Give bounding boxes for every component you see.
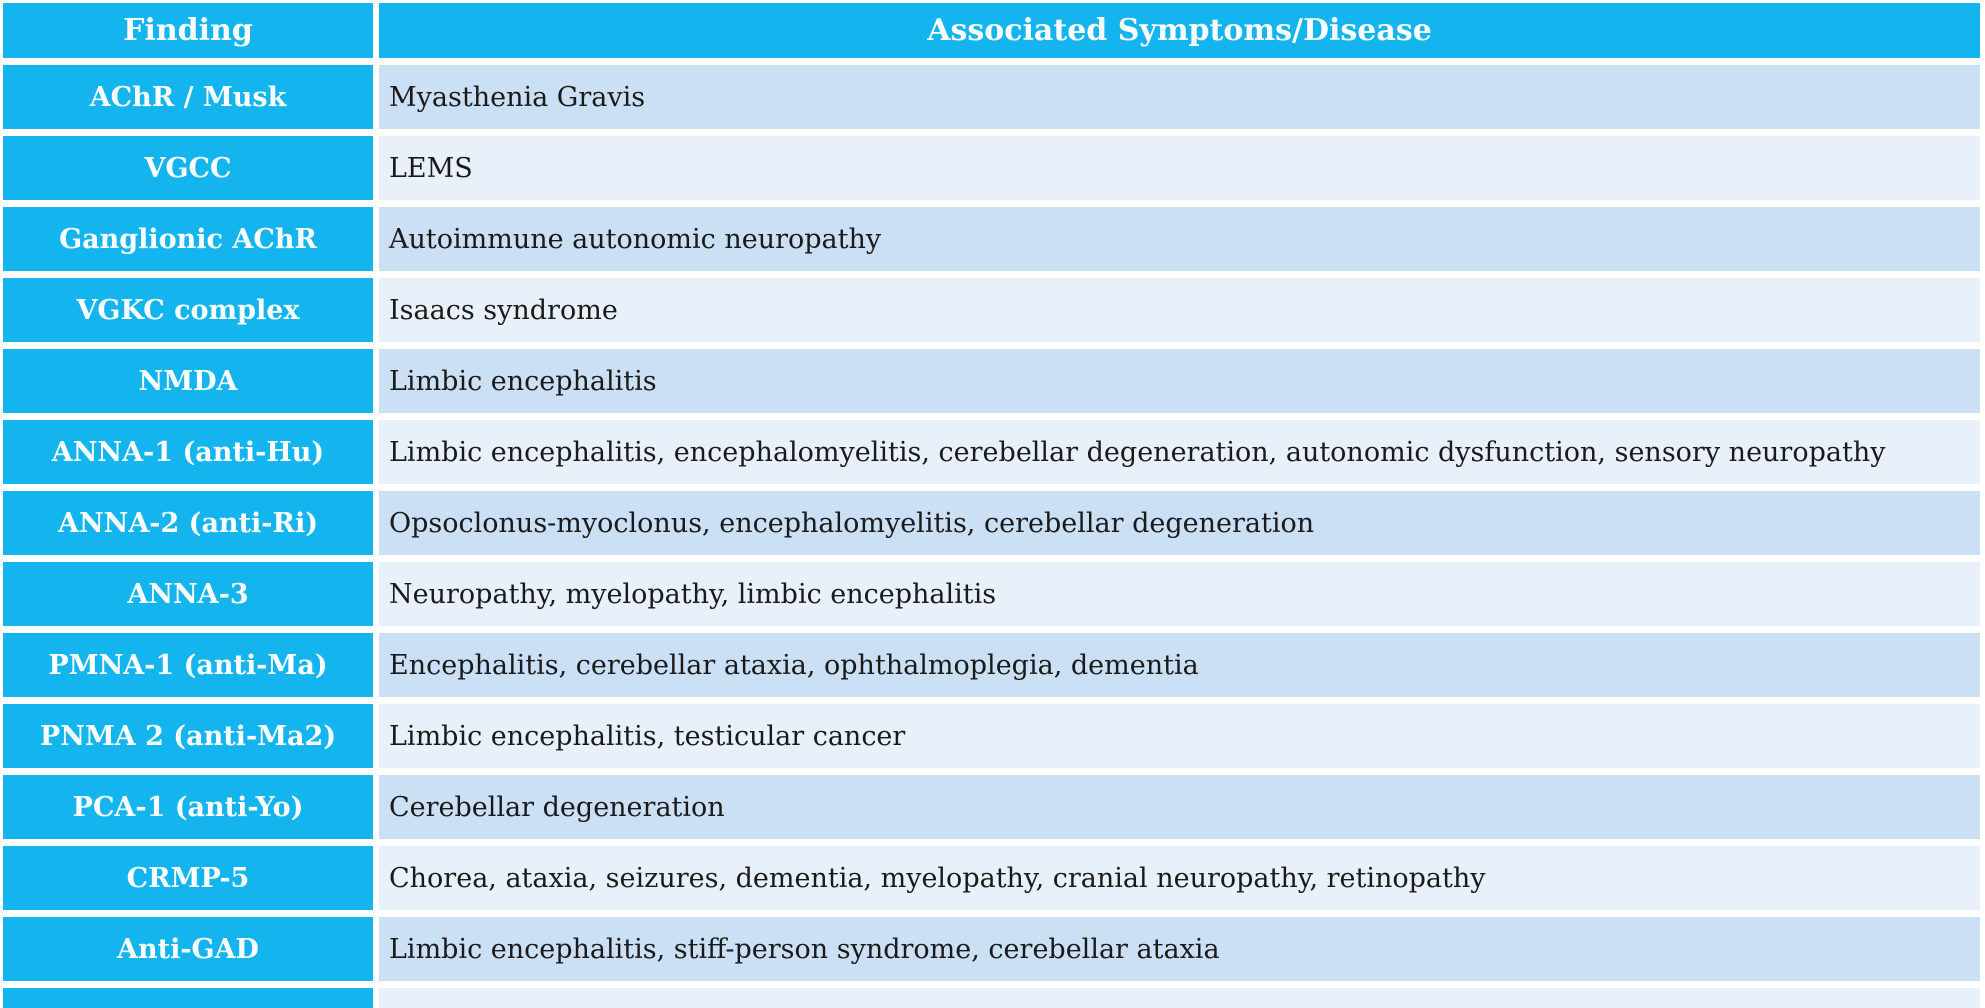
table-row xyxy=(3,278,1980,342)
finding-cell: PMNA-1 (anti-Ma) xyxy=(3,633,373,697)
symptoms-cell-cutoff xyxy=(379,988,1980,1008)
finding-cell: ANNA-1 (anti-Hu) xyxy=(3,420,373,484)
table-row xyxy=(3,136,1980,200)
symptoms-cell: Limbic encephalitis, stiff-person syndrome, cerebellar ataxia xyxy=(379,917,1980,981)
table-row xyxy=(3,420,1980,484)
finding-cell: PCA-1 (anti-Yo) xyxy=(3,775,373,839)
symptoms-cell: Limbic encephalitis, encephalomyelitis, cerebellar degeneration, autonomic dysfunction, sensory neuropathy xyxy=(379,420,1980,484)
finding-cell: Anti-GAD xyxy=(3,917,373,981)
symptoms-cell: Isaacs syndrome xyxy=(379,278,1980,342)
table-body xyxy=(3,65,1980,981)
finding-cell: VGCC xyxy=(3,136,373,200)
table-row xyxy=(3,207,1980,271)
finding-cell: NMDA xyxy=(3,349,373,413)
column-header-symptoms: Associated Symptoms/Disease xyxy=(379,3,1980,58)
symptoms-cell: Chorea, ataxia, seizures, dementia, myelopathy, cranial neuropathy, retinopathy xyxy=(379,846,1980,910)
symptoms-cell: Autoimmune autonomic neuropathy xyxy=(379,207,1980,271)
symptoms-cell: Neuropathy, myelopathy, limbic encephalitis xyxy=(379,562,1980,626)
finding-cell: VGKC complex xyxy=(3,278,373,342)
finding-cell: AChR / Musk xyxy=(3,65,373,129)
table-row-cutoff xyxy=(3,988,1980,1008)
table-row xyxy=(3,65,1980,129)
symptoms-cell: Limbic encephalitis xyxy=(379,349,1980,413)
antibody-findings-table xyxy=(3,3,1980,1008)
finding-cell: ANNA-3 xyxy=(3,562,373,626)
symptoms-cell: Encephalitis, cerebellar ataxia, ophthalmoplegia, dementia xyxy=(379,633,1980,697)
table-header-row xyxy=(3,3,1980,58)
table-row xyxy=(3,562,1980,626)
finding-cell-cutoff xyxy=(3,988,373,1008)
table-row xyxy=(3,633,1980,697)
finding-cell: ANNA-2 (anti-Ri) xyxy=(3,491,373,555)
table-row xyxy=(3,775,1980,839)
symptoms-cell: Myasthenia Gravis xyxy=(379,65,1980,129)
finding-cell: CRMP-5 xyxy=(3,846,373,910)
symptoms-cell: LEMS xyxy=(379,136,1980,200)
table-row xyxy=(3,349,1980,413)
symptoms-cell: Cerebellar degeneration xyxy=(379,775,1980,839)
table-row xyxy=(3,846,1980,910)
table-row xyxy=(3,704,1980,768)
table-row xyxy=(3,491,1980,555)
symptoms-cell: Opsoclonus-myoclonus, encephalomyelitis, cerebellar degeneration xyxy=(379,491,1980,555)
symptoms-cell: Limbic encephalitis, testicular cancer xyxy=(379,704,1980,768)
finding-cell: PNMA 2 (anti-Ma2) xyxy=(3,704,373,768)
table-row xyxy=(3,917,1980,981)
column-header-finding: Finding xyxy=(3,3,373,58)
finding-cell: Ganglionic AChR xyxy=(3,207,373,271)
